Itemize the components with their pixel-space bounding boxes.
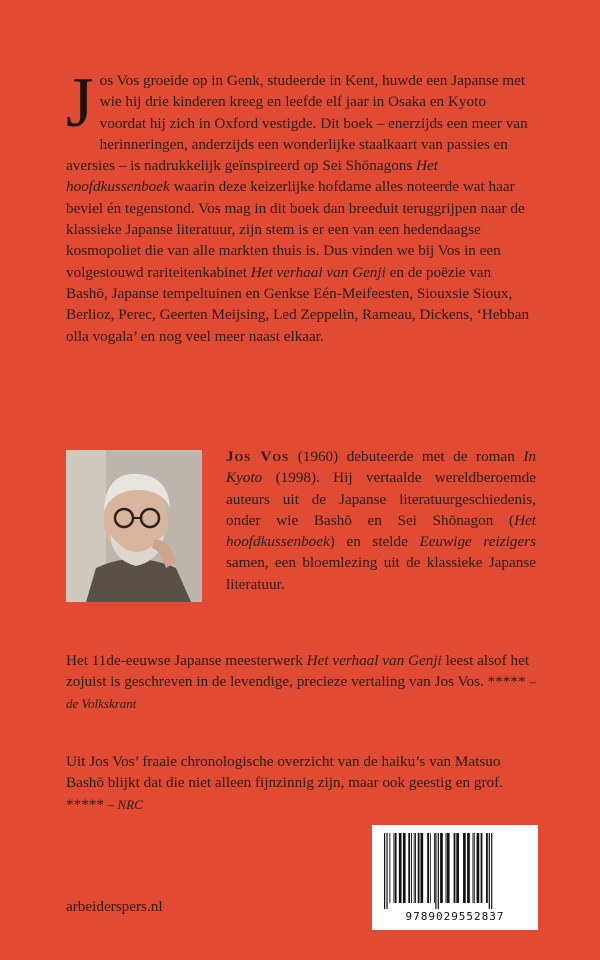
barcode-bar <box>384 833 385 909</box>
barcode-bar <box>463 833 466 903</box>
review-quote-volkskrant: Het 11de-eeuwse Japanse meesterwerk Het verhaal van Genji leest alsof het zojuist is geschreven in de levendige, precieze vertaling van Jos Vos. ***** – de Volkskrant <box>66 652 536 711</box>
barcode-bars <box>382 833 528 909</box>
isbn-barcode <box>372 825 538 930</box>
barcode-bar <box>420 833 423 903</box>
barcode-bar <box>393 833 394 903</box>
quote-source: – NRC <box>107 796 143 812</box>
publisher-website: arbeiderspers.nl <box>66 898 163 915</box>
barcode-bar <box>438 833 439 909</box>
barcode-bar <box>399 833 402 903</box>
barcode-bar <box>418 833 420 903</box>
review-quote-nrc: Uit Jos Vos’ fraaie chronologische overzicht van de haiku’s van Matsuo Bashō blijkt dat die niet alleen fijnzinnig zijn, maar ook geestig en grof. ***** – NRC <box>66 753 503 813</box>
intro-text: os Vos groeide op in Genk, studeerde in Kent, huwde een Japanse met wie hij drie kinderen kreeg en leefde elf jaar in Osaka en Kyoto voordat hij zich in Oxford vestigde. Dit boek – enerzijds een meer van herinneringen, anderzijds een wonderlijke staalkaart van passies en aversies – is nadrukkelijk geïnspireerd op Sei Shōnagons Het hoofdkussenboek waarin deze keizerlijke hofdame alles noteerde wat haar beviel én tegenstond. Vos mag in dit boek dan breeduit teruggrijpen naar de klassieke Japanse literatuur, zijn stem is er een van een hedendaagse kosmopoliet die van alle markten thuis is. Dus vinden we bij Vos in een volgestouwd rariteitenkabinet Het verhaal van Genji en de poëzie van Bashō, Japanse tempeltuinen en Genkse Eén-Meifeesten, Siouxsie Sioux, Berlioz, Perec, Geerten Meijsing, Led Zeppelin, Rameau, Dickens, ‘Hebban olla vogala’ en nog veel meer naast elkaar. <box>66 72 530 345</box>
barcode-bar <box>486 833 488 903</box>
barcode-bar <box>447 833 450 903</box>
barcode-bar <box>427 833 429 903</box>
barcode-bar <box>474 833 475 903</box>
author-name: Jos Vos <box>226 448 290 465</box>
quote-source: – de Volkskrant <box>66 674 536 711</box>
barcode-bar <box>446 833 447 903</box>
barcode-bar <box>415 833 416 903</box>
barcode-bar <box>408 833 410 903</box>
barcode-bar <box>477 833 480 903</box>
isbn-number: 9789029552837 <box>405 910 505 923</box>
barcode-bar <box>403 833 406 903</box>
barcode-bar <box>430 833 431 903</box>
barcode-bar <box>481 833 483 903</box>
barcode-bar <box>386 833 387 909</box>
barcode-bar <box>467 833 470 903</box>
barcode-bar <box>414 833 415 903</box>
barcode-bar <box>489 833 490 909</box>
barcode-bar <box>411 833 412 903</box>
barcode-bar <box>440 833 443 903</box>
drop-cap: J <box>66 64 94 142</box>
barcode-bar <box>473 833 474 903</box>
intro-paragraph <box>66 64 536 347</box>
barcode-bar <box>395 833 397 903</box>
author-photo <box>66 450 202 602</box>
author-bio <box>226 446 536 595</box>
barcode-bar <box>456 833 459 903</box>
barcode-bar <box>435 833 436 909</box>
barcode-bar <box>491 833 492 909</box>
bio-text: Jos Vos (1960) debuteerde met de roman In Kyoto (1998). Hij vertaalde wereldberoemde auteurs uit de Japanse literatuurgeschiedenis, onder wie Bashō en Sei Shōnagon (Het hoofdkussenboek) en stelde Eeuwige reizigers samen, een bloemlezing uit de klassieke Japanse literatuur. <box>226 448 537 593</box>
barcode-bar <box>434 833 435 903</box>
barcode-bar <box>454 833 456 903</box>
barcode-bar <box>389 833 390 903</box>
